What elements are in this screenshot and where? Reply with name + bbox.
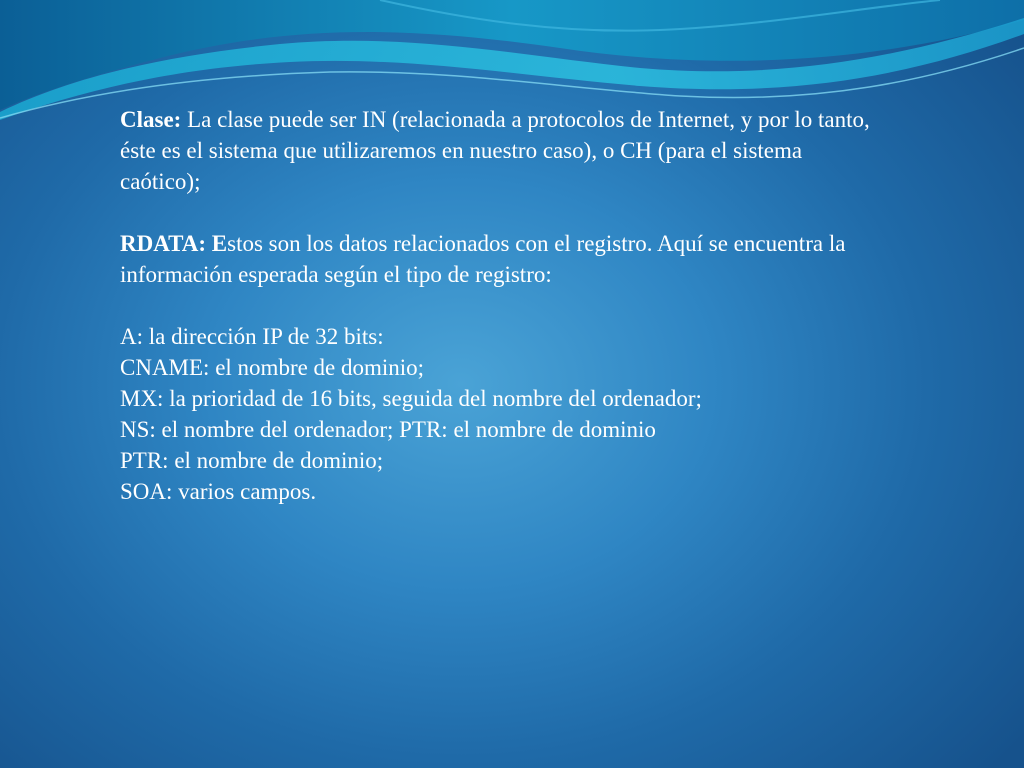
clase-label: Clase: (120, 107, 182, 132)
record-cname: CNAME: el nombre de dominio; (120, 355, 425, 380)
record-a: A: la dirección IP de 32 bits: (120, 324, 384, 349)
record-ns: NS: el nombre del ordenador; PTR: el nombre de dominio (120, 417, 656, 442)
rdata-label: RDATA: E (120, 231, 228, 256)
record-ptr: PTR: el nombre de dominio; (120, 448, 384, 473)
clase-paragraph (120, 104, 880, 197)
rdata-paragraph (120, 228, 880, 290)
slide-body (120, 104, 880, 507)
clase-text: La clase puede ser IN (relacionada a protocolos de Internet, y por lo tanto, éste es el sistema que utilizaremos en nuestro caso), o CH (para el sistema caótico); (120, 107, 870, 194)
record-types-list (120, 321, 880, 507)
spacer (120, 290, 880, 321)
rdata-text: stos son los datos relacionados con el registro. Aquí se encuentra la información esperada según el tipo de registro: (120, 231, 846, 287)
spacer (120, 197, 880, 228)
record-mx: MX: la prioridad de 16 bits, seguida del nombre del ordenador; (120, 386, 702, 411)
record-soa: SOA: varios campos. (120, 479, 317, 504)
